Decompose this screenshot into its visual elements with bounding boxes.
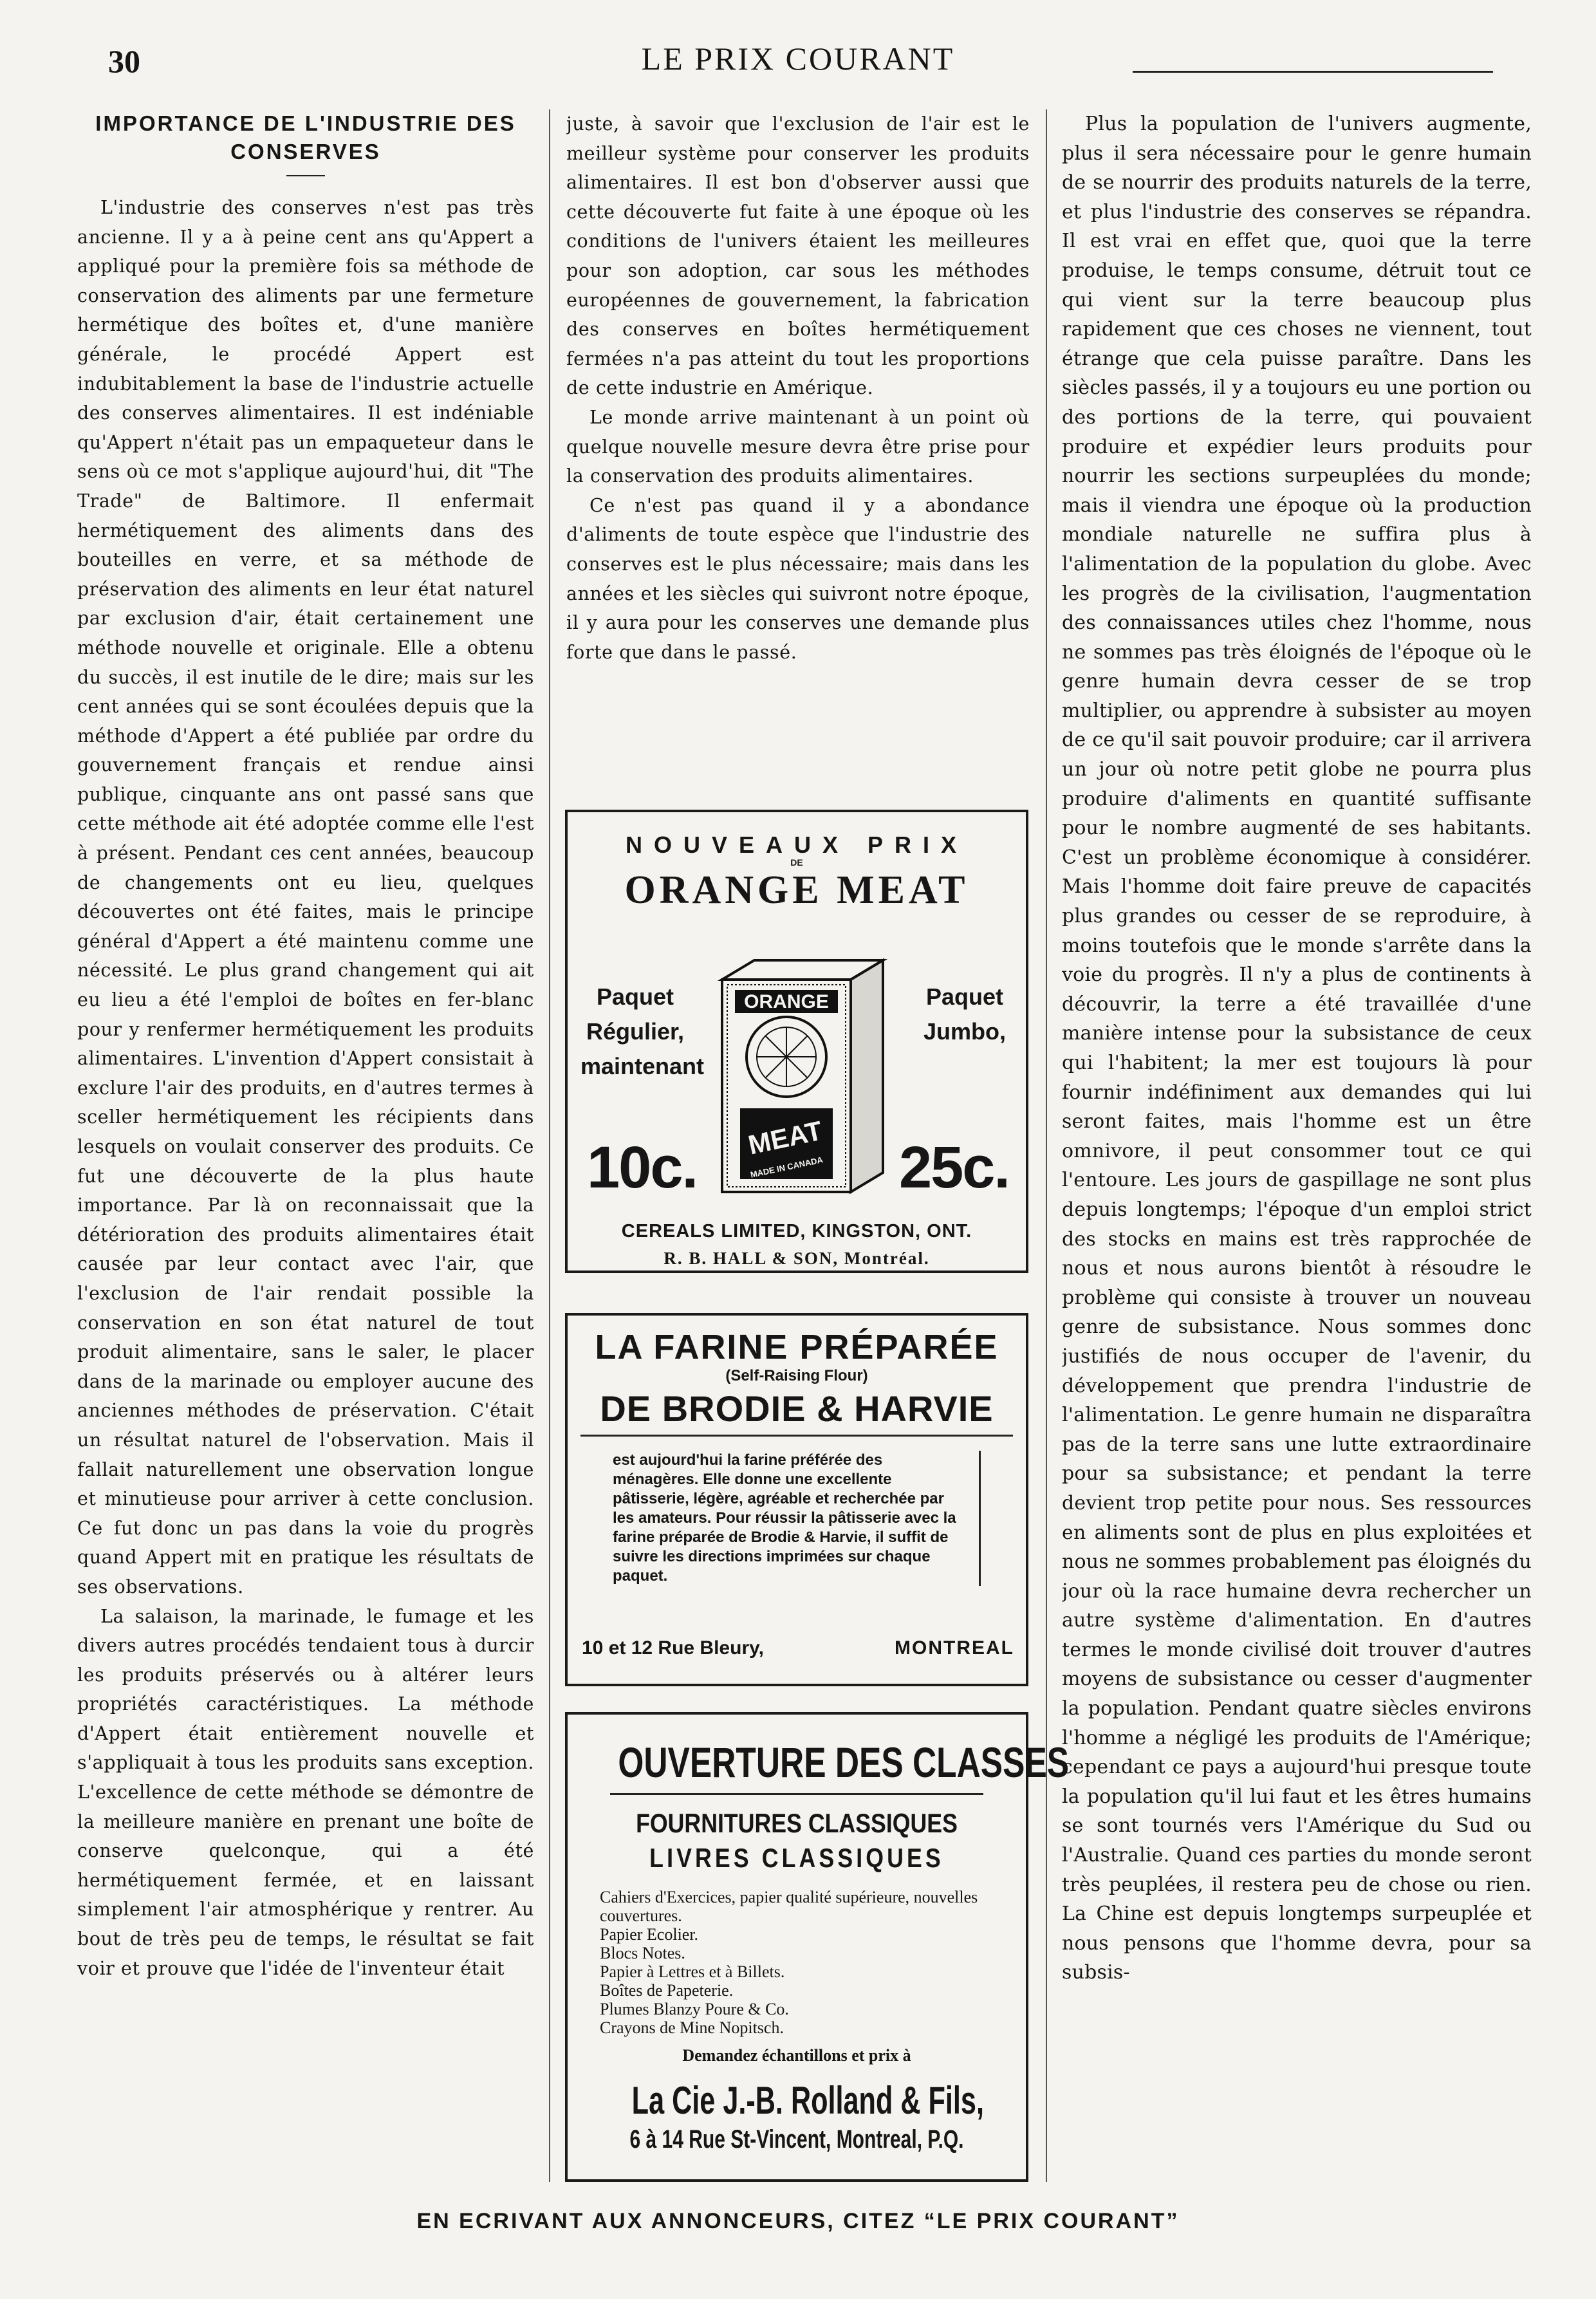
orange-meat-advertisement xyxy=(565,810,1028,1273)
title-divider xyxy=(286,175,325,176)
list-item: Blocs Notes. xyxy=(600,1944,685,1962)
paragraph: L'industrie des conserves n'est pas très ancienne. Il y a à peine cent ans qu'Appert a appliqué pour la première fois sa méthode de conservation des aliments par une fermeture hermétique des boîtes et, d'une manière générale, le procédé Appert est indubitablement la base de l'industrie actuelle des conserves alimentaires. Il est indéniable qu'Appert n'était pas un empaqueteur dans le sens où ce mot s'applique aujourd'hui, dit "The Trade" de Baltimore. Il enfermait hermétiquement des aliments dans des bouteilles en verre, et sa méthode de préservation des aliments en leur état naturel par exclusion d'air, était certainement une méthode nouvelle et originale. Elle a obtenu du succès, il est inutile de le dire; mais sur les cent années qui se sont écoulées depuis que la méthode d'Appert a été publiée par ordre du gouvernement français et rendue ainsi publique, cinquante ans ont passé sans que cette méthode ait été adoptée comme elle l'est à présent. Pendant ces cent années, beaucoup de changements ont eu lieu, quelques découvertes ont été faites, mais le principe général d'Appert a été maintenu comme une nécessité. Le plus grand changement qui ait eu lieu a été l'emploi de boîtes en fer-blanc pour y renfermer hermétiquement les produits alimentaires. L'invention d'Appert consistait à exclure l'air des produits, en d'autres termes à sceller hermétiquement les récipients dans lesquels on voulait conserver des produits. Ce fut une découverte de la plus haute importance. Par là on reconnaissait que la détérioration des produits alimentaires était causée par leur contact avec l'air, que l'exclusion de l'air rendait possible la conservation en son état naturel de tout produit alimentaire, sans le saler, le placer dans de la marinade ou employer aucune des anciennes méthodes de préservation. C'était un résultat naturel de l'observation. Mais il fallait naturellement une observation longue et minutieuse pour arriver à cette conclusion. Ce fut donc un pas dans la voie du progrès quand Appert mit en pratique les résultats de ses observations. xyxy=(77,197,534,1597)
farine-advertisement xyxy=(565,1313,1028,1686)
list-item: Boîtes de Papeterie. xyxy=(600,1981,734,2000)
ad-body: est aujourd'hui la farine préférée des ménagères. Elle donne une excellente pâtisserie, légère, agréable et recherchée par les amateurs. Pour réussir la pâtisserie avec la farine préparée de Brodie & Harvie, il suffit de suivre les directions imprimées sur chaque paquet. xyxy=(613,1451,981,1586)
ad-address: 10 et 12 Rue Bleury, xyxy=(582,1637,764,1659)
ad-brand: ORANGE MEAT xyxy=(624,868,969,912)
paragraph: Le monde arrive maintenant à un point où quelque nouvelle mesure devra être prise pour la conservation des produits alimentaires. xyxy=(566,406,1030,487)
column-divider xyxy=(549,109,550,2182)
ad-city: MONTREAL xyxy=(895,1637,1014,1659)
ad-request: Demandez échantillons et prix à xyxy=(682,2046,911,2065)
list-item: Cahiers d'Exercices, papier qualité supérieure, nouvelles couvertures. xyxy=(600,1888,978,1925)
ad-company: CEREALS LIMITED, KINGSTON, ONT. xyxy=(621,1221,972,1242)
ad-divider xyxy=(610,1793,983,1795)
article-title: IMPORTANCE DE L'INDUSTRIE DES CONSERVES xyxy=(95,111,516,163)
box-meat-label: MEAT xyxy=(745,1115,825,1160)
column-divider xyxy=(1046,109,1047,2182)
list-item: Papier Ecolier. xyxy=(600,1925,699,1944)
ad-subtitle: (Self-Raising Flour) xyxy=(725,1367,868,1384)
ad-firm: La Cie J.-B. Rolland & Fils, xyxy=(631,2079,984,2122)
list-item: Papier à Lettres et à Billets. xyxy=(600,1962,785,1981)
cereal-box-illustration xyxy=(703,954,896,1198)
list-item: Plumes Blanzy Poure & Co. xyxy=(600,2000,789,2018)
ad-title: LA FARINE PRÉPARÉE xyxy=(595,1328,999,1366)
ad-heading-books: LIVRES CLASSIQUES xyxy=(649,1843,944,1873)
paragraph: Ce n'est pas quand il y a abondance d'aliments de toute espèce que l'industrie des conserves est le plus nécessaire; mais dans les années et les siècles qui suivront notre époque, il y aura pour les conserves une demande plus forte que dans le passé. xyxy=(566,494,1030,663)
column-1 xyxy=(77,109,534,2182)
page-footer: EN ECRIVANT AUX ANNONCEURS, CITEZ “LE PRIX COURANT” xyxy=(416,2209,1180,2233)
regular-package-label: Paquet Régulier, maintenant xyxy=(580,983,705,1079)
regular-price: 10c. xyxy=(587,1135,698,1200)
ad-de: DE xyxy=(790,857,803,868)
paragraph: La salaison, la marinade, le fumage et les divers autres procédés tendaient tous à durcir les produits préservés ou à altérer leurs propriétés caractéristiques. La méthode d'Appert était entièrement nouvelle et s'appliquait à tous les produits sans exception. L'excellence de cette méthode se démontre de la meilleure manière en prenant une boîte de conserve quelconque, qui a été hermétiquement fermée, et en laissant simplement l'air atmosphérique y rentrer. Au bout de très peu de temps, le résultat se fait voir et prouve que l'idée de l'inventeur était xyxy=(77,1605,534,1979)
paragraph: Plus la population de l'univers augmente, plus il sera nécessaire pour le genre humain de se nourrir des produits naturels de la terre, et plus l'industrie des conserves se répandra. Il est vrai en effet que, quoi que la terre produise, le temps consume, détruit tout ce qui vient sur la terre beaucoup plus rapidement que ces choses ne viennent, tout étrange que cela puisse paraître. Dans les siècles passés, il y a toujours eu une portion ou des portions de la terre, qui pouvaient produire et expédier leurs produits pour nourrir les sections surpeuplées du monde; mais il viendra une époque où la production mondiale naturelle ne suffira plus à l'alimentation de la population du globe. Avec les progrès de la civilisation, l'augmentation des connaissances utiles chez l'homme, nous ne sommes pas très éloignés de l'époque où le genre humain devra cesser de se trop multiplier, ou apprendre à subsister au moyen de ce qu'il sait pouvoir produire; car il arrivera un jour où notre petit globe ne pourra plus produire d'aliments en quantité suffisante pour le nombre augmenté de ses habitants. C'est un problème économique à considérer. Mais l'homme doit faire preuve de capacités plus grandes ou cesser de se reproduire, à moins toutefois que le monde s'arrête dans la voie du progrès. Il n'y a plus de continents à découvrir, la terre a été travaillée d'une manière intense pour la subsistance de ceux qui l'habitent; la mer est toujours là pour fournir indéfiniment aux demandes qui lui seront faites, mais l'homme est un être omnivore, il peut consommer tout ce qui l'entoure. Les jours de gaspillage ne sont plus depuis longtemps; l'époque d'un emploi strict des stocks en mains est très rapprochée de nous et nous aurons bientôt à résoudre le problème qui consiste à trouver un nouveau genre de subsistance. Nous sommes donc justifiés de nous occuper de l'avenir, du développement que prendra l'industrie de l'alimentation. Le genre humain ne disparaîtra pas de la terre sans une lutte extraordinaire pour sa subsistance; et pendant la terre devient trop petite pour nous. Ses ressources en aliments sont de plus en plus exploitées et nous ne sommes probablement pas éloignés du jour où la race humaine devra rechercher un autre système d'alimentation. En d'autres termes le monde civilisé doit trouver d'autres moyens de subsistance ou cesser d'augmenter la population. Pendant quatre siècles environs l'homme a négligé les produits de l'Amérique; cependant ce pays a aujourd'hui presque toute la population qu'il lui faut et les êtres humains se sont tournés vers l'Amérique du Sud ou l'Australie. Quand ces parties du monde seront très peuplées, il restera peu de chose ou rien. La Chine est depuis longtemps surpeuplée et nous pensons que l'homme devra, pour sa subsis- xyxy=(1062,113,1532,1984)
ad-address: 6 à 14 Rue St-Vincent, Montreal, P.Q. xyxy=(629,2125,964,2154)
running-title: LE PRIX COURANT xyxy=(641,41,955,77)
ad-brand: DE BRODIE & HARVIE xyxy=(580,1388,1013,1437)
rolland-advertisement xyxy=(565,1712,1070,2182)
box-orange-label: ORANGE xyxy=(744,991,829,1012)
header-rule xyxy=(1133,71,1493,73)
ad-title: OUVERTURE DES CLASSES xyxy=(618,1738,1070,1786)
ad-item-list xyxy=(600,1888,994,2037)
ad-agent: R. B. HALL & SON, Montréal. xyxy=(663,1249,930,1268)
jumbo-price: 25c. xyxy=(898,1135,1009,1200)
ad-heading-supplies: FOURNITURES CLASSIQUES xyxy=(636,1808,958,1838)
list-item: Crayons de Mine Nopitsch. xyxy=(600,2018,784,2037)
box-made-label: MADE IN CANADA xyxy=(749,1155,824,1180)
ad-offer-row xyxy=(568,941,1026,1211)
paragraph: juste, à savoir que l'exclusion de l'air est le meilleur système pour conserver les produits alimentaires. Il est bon d'observer aussi que cette découverte fut faite à une époque où les conditions de l'univers étaient les meilleures pour son adoption, car sous les méthodes européennes de gouvernement, la fabrication des conserves en boîtes hermétiquement fermées n'a pas atteint du tout les proportions de cette industrie en Amérique. xyxy=(566,113,1030,399)
ad-headline: NOUVEAUX PRIX xyxy=(625,832,969,858)
column-3 xyxy=(1062,109,1532,2182)
page-number: 30 xyxy=(108,43,140,79)
jumbo-package-label: Paquet Jumbo, xyxy=(923,983,1006,1045)
